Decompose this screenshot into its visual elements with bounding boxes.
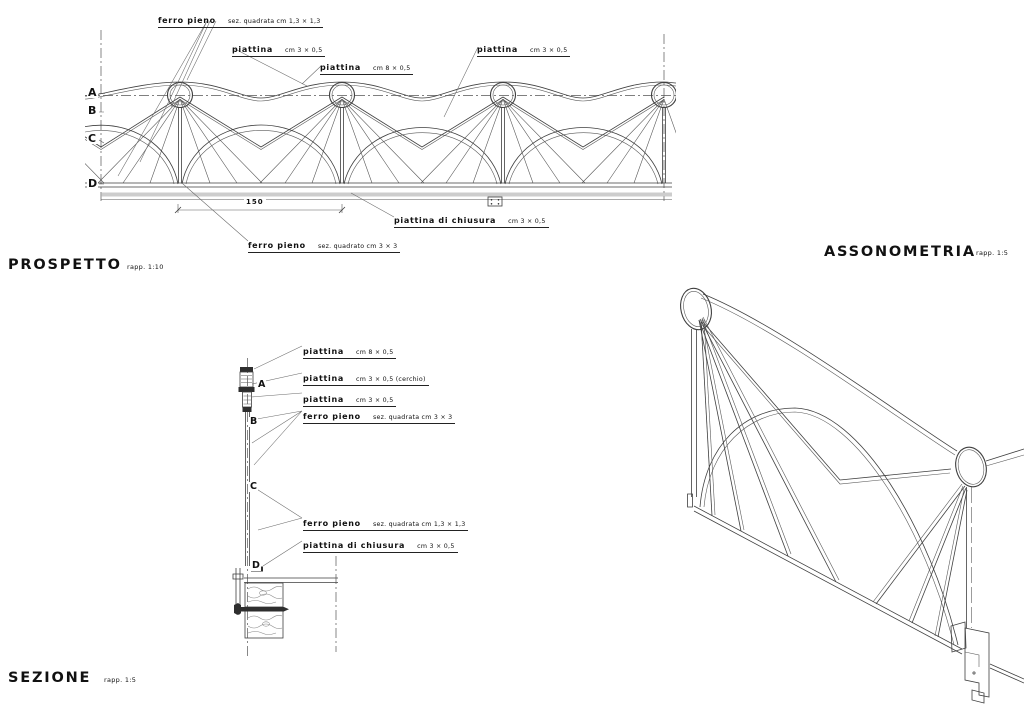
- assonometria-scale: rapp. 1:5: [976, 249, 1009, 257]
- level-marker-d: D: [88, 177, 98, 190]
- sezione-scale: rapp. 1:5: [104, 676, 137, 684]
- callout-spec: cm 3 × 0,5: [285, 47, 323, 54]
- callout-spec: cm 3 × 0,5: [356, 397, 394, 404]
- axo-top-rail: [703, 294, 957, 451]
- section-top-stack: [239, 367, 255, 412]
- callout-name: ferro pieno: [303, 412, 361, 421]
- axo-ring-2: [952, 444, 991, 490]
- callout-spec: cm 8 × 0,5: [356, 349, 394, 356]
- callout-name: piattina: [232, 45, 273, 54]
- axo-top-rail-continuation: [986, 449, 1024, 461]
- callout-sez-chiusura: [303, 535, 458, 553]
- bottom-rail: [85, 183, 672, 187]
- section-marker-b: B: [250, 416, 258, 427]
- callout-spec: sez. quadrata cm 3 × 3: [372, 414, 453, 421]
- callout-sez-ferro-13: [303, 513, 468, 531]
- callout-piattina-left: [232, 39, 325, 57]
- bolt: [240, 607, 284, 612]
- callout-name: piattina: [303, 395, 344, 404]
- level-marker-b: B: [88, 104, 97, 117]
- v-straps: [22, 97, 664, 147]
- bolt-head: [234, 603, 241, 615]
- assonometria-title: ASSONOMETRIA: [824, 244, 976, 260]
- level-marker-a: A: [88, 86, 97, 99]
- closing-flat-band: [101, 193, 672, 197]
- callout-name: ferro pieno: [303, 519, 361, 528]
- section-marker-d: D: [252, 560, 260, 571]
- callout-name: piattina: [477, 45, 518, 54]
- axo-spokes: [699, 317, 967, 637]
- callout-spec: cm 3 × 0,5: [417, 543, 455, 550]
- sezione-title: SEZIONE: [8, 670, 92, 686]
- callout-spec: sez. quadrata cm 1,3 × 1,3: [227, 18, 321, 25]
- spoke-fans: [0, 99, 694, 183]
- callout-spec: sez. quadrata cm 1,3 × 1,3: [372, 521, 466, 528]
- callout-piattina-chiusura: [394, 210, 549, 228]
- callout-spec: cm 8 × 0,5: [373, 65, 411, 72]
- assonometria-linework: [676, 285, 1024, 703]
- callout-spec: cm 3 × 0,5: [530, 47, 568, 54]
- callout-sez-piattina-cerchio: [303, 368, 429, 386]
- marker-ticks: [99, 94, 105, 185]
- section-base-detail: [233, 556, 338, 652]
- callout-sez-piattina-3: [303, 389, 396, 407]
- level-marker-c: C: [88, 132, 97, 145]
- callout-name: ferro pieno: [158, 16, 216, 25]
- axo-bottom-rail-continuation: [990, 664, 1024, 683]
- axo-ring-1: [676, 285, 715, 333]
- callout-name: piattina: [303, 347, 344, 356]
- callout-piattina-mid: [320, 57, 413, 75]
- axo-arc-hoop: [700, 408, 958, 645]
- callout-piattina-right: [477, 39, 570, 57]
- callout-spec: cm 3 × 0,5 (cerchio): [356, 376, 426, 383]
- axo-bracket: [951, 622, 989, 703]
- callout-sez-piattina-8: [303, 341, 396, 359]
- axo-bottom-rail: [694, 506, 962, 654]
- callout-spec: cm 3 × 0,5: [508, 218, 546, 225]
- callout-spec: sez. quadrato cm 3 × 3: [317, 243, 398, 250]
- base-plate-detail: [488, 197, 502, 206]
- axo-v-strap: [703, 322, 951, 480]
- callout-name: piattina: [303, 374, 344, 383]
- callout-name: piattina di chiusura: [303, 541, 406, 550]
- callout-name: piattina di chiusura: [394, 216, 497, 225]
- callout-name: piattina: [320, 63, 361, 72]
- callout-ferro-pieno-top: [158, 10, 323, 28]
- section-marker-a: A: [258, 379, 266, 390]
- section-marker-c: C: [250, 481, 257, 492]
- posts: [21, 104, 666, 183]
- prospetto-title: PROSPETTO: [8, 257, 122, 273]
- callout-name: ferro pieno: [248, 241, 306, 250]
- arc-hoops: [24, 125, 662, 184]
- bolt-tip: [284, 607, 289, 611]
- prospetto-scale: rapp. 1:10: [127, 263, 164, 271]
- dimension-label: 150: [246, 198, 264, 206]
- callout-sez-ferro-3x3: [303, 406, 455, 424]
- axo-post-1: [692, 329, 697, 497]
- callout-ferro-pieno-bottom: [248, 235, 400, 253]
